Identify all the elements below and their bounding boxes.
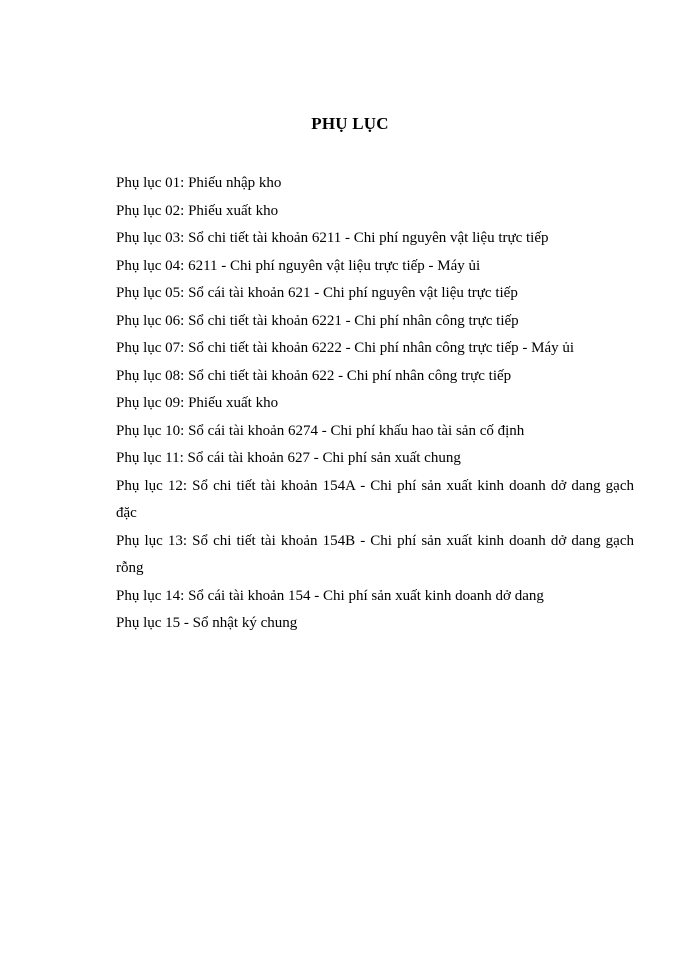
appendix-item-01: Phụ lục 01: Phiếu nhập kho bbox=[116, 175, 282, 191]
appendix-item-11: Phụ lục 11: Sổ cái tài khoản 627 - Chi phí sản xuất chung bbox=[116, 450, 461, 466]
appendix-item-15: Phụ lục 15 - Sổ nhật ký chung bbox=[116, 615, 298, 631]
appendix-item-07: Phụ lục 07: Sổ chi tiết tài khoản 6222 - Chi phí nhân công trực tiếp - Máy ủi bbox=[116, 340, 575, 356]
appendix-item-02: Phụ lục 02: Phiếu xuất kho bbox=[116, 202, 279, 219]
appendix-item-06: Phụ lục 06: Sổ chi tiết tài khoản 6221 - Chi phí nhân công trực tiếp bbox=[116, 312, 519, 329]
appendix-item-14: Phụ lục 14: Sổ cái tài khoản 154 - Chi phí sản xuất kinh doanh dở dang bbox=[116, 587, 544, 604]
appendix-item-08: Phụ lục 08: Sổ chi tiết tài khoản 622 - Chi phí nhân công trực tiếp bbox=[116, 367, 512, 384]
appendix-item-10: Phụ lục 10: Sổ cái tài khoản 6274 - Chi phí khấu hao tài sản cố định bbox=[116, 422, 525, 439]
appendix-list bbox=[116, 170, 634, 638]
appendix-item-03: Phụ lục 03: Sổ chi tiết tài khoản 6211 - Chi phí nguyên vật liệu trực tiếp bbox=[116, 230, 549, 246]
appendix-item-09: Phụ lục 09: Phiếu xuất kho bbox=[116, 395, 279, 411]
appendix-item-05: Phụ lục 05: Sổ cái tài khoản 621 - Chi phí nguyên vật liệu trực tiếp bbox=[116, 285, 518, 301]
appendix-item-04: Phụ lục 04: 6211 - Chi phí nguyên vật liệu trực tiếp - Máy ủi bbox=[116, 257, 481, 274]
page-title: PHỤ LỤC bbox=[311, 114, 389, 133]
appendix-item-13: Phụ lục 13: Sổ chi tiết tài khoản 154B - Chi phí sản xuất kinh doanh dở dang gạch rỗng bbox=[116, 532, 634, 576]
appendix-item-12: Phụ lục 12: Sổ chi tiết tài khoản 154A - Chi phí sản xuất kinh doanh dở dang gạch đặc bbox=[116, 477, 634, 521]
